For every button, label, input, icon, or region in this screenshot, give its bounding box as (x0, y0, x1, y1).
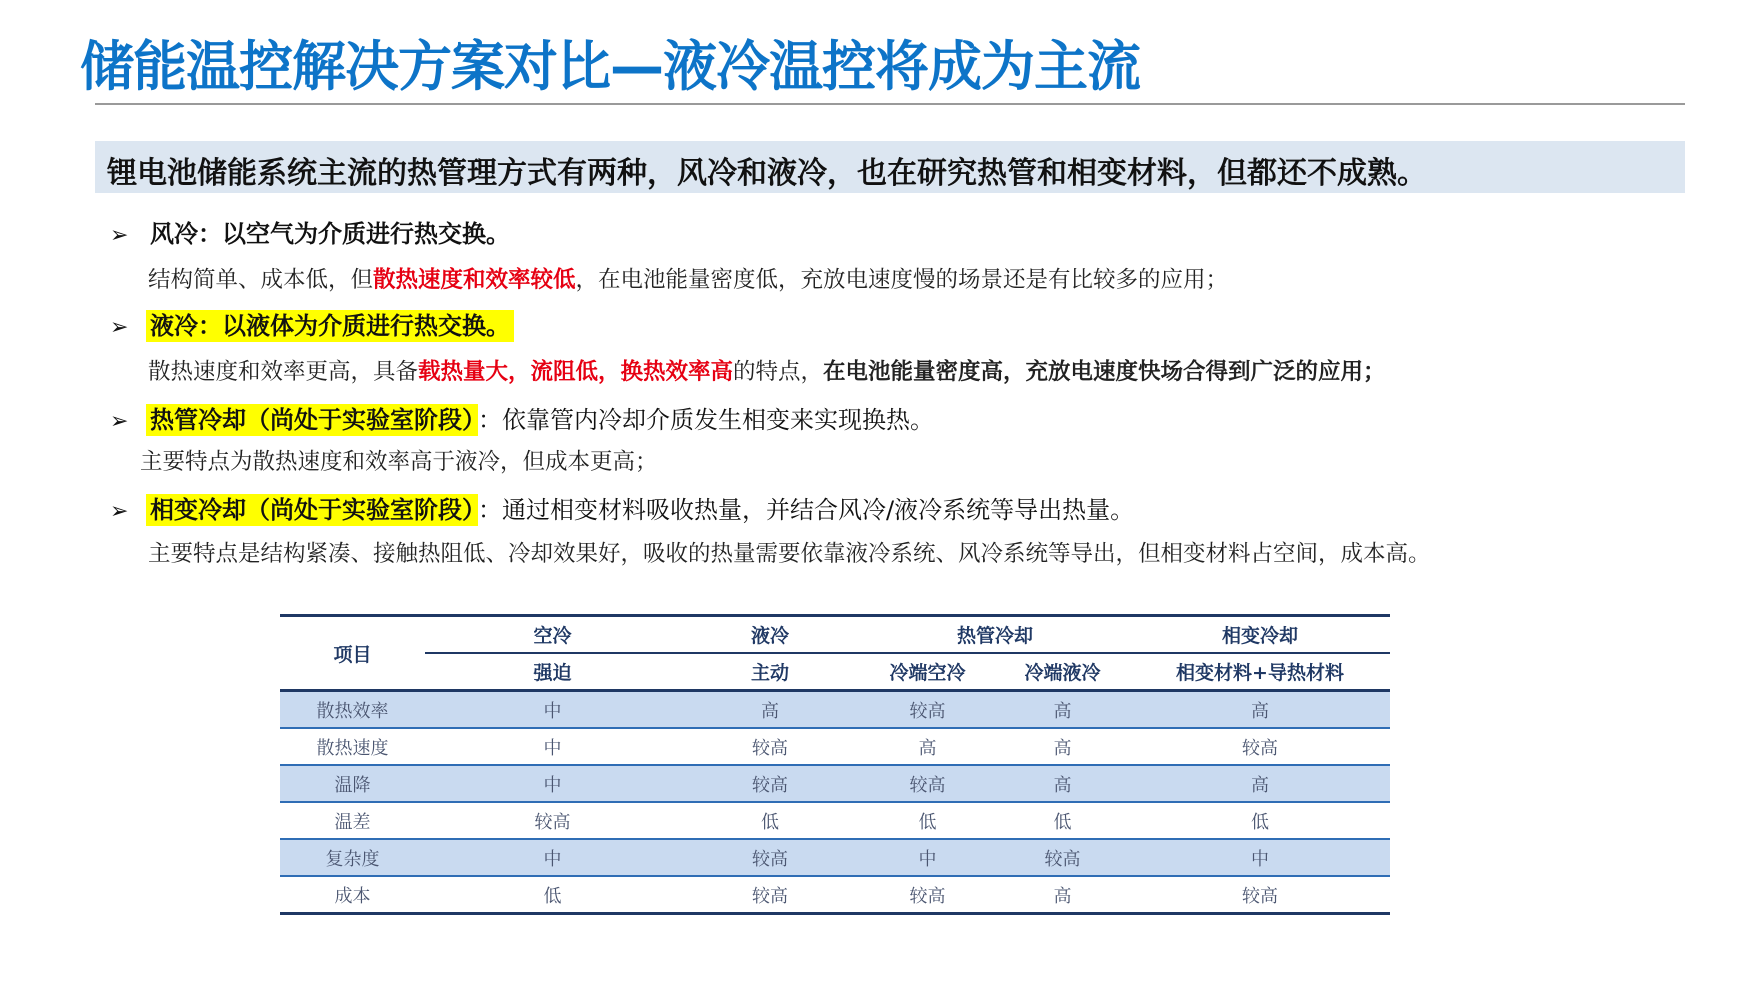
row-label: 散热效率 (280, 691, 425, 729)
section-heat-pipe-body: 主要特点为散热速度和效率高于液冷，但成本更高； (140, 449, 658, 475)
header-item: 项目 (280, 616, 425, 691)
header-group-air: 空冷 (533, 625, 572, 647)
table-cell: 高 (995, 691, 1130, 729)
section-heat-pipe-heading: ➢ 热管冷却（尚处于实验室阶段） ：依靠管内冷却介质发生相变来实现换热。 (110, 406, 934, 434)
table-cell: 较高 (1130, 728, 1390, 765)
bullet-arrow-icon: ➢ (110, 409, 129, 434)
row-label: 成本 (280, 876, 425, 914)
table-cell: 中 (425, 728, 680, 765)
table-cell: 较高 (680, 876, 860, 914)
summary-text: 锂电池储能系统主流的热管理方式有两种，风冷和液冷，也在研究热管和相变材料，但都还不成熟。 (107, 156, 1427, 191)
table-cell: 高 (995, 728, 1130, 765)
row-label: 温差 (280, 802, 425, 839)
section-liquid-cooling-body: 散热速度和效率更高，具备载热量大，流阻低，换热效率高的特点，在电池能量密度高，充放电速度快场合得到广泛的应用； (148, 359, 1386, 385)
subheader-cold-end-liquid: 冷端液冷 (995, 653, 1130, 691)
section-phase-change-heading: ➢ 相变冷却（尚处于实验室阶段） ：通过相变材料吸收热量，并结合风冷/液冷系统等导出热量。 (110, 496, 1135, 524)
header-group-liquid: 液冷 (750, 625, 789, 647)
table-cell: 高 (995, 876, 1130, 914)
summary-band (95, 141, 1685, 193)
header-group-phase-change: 相变冷却 (1222, 625, 1299, 647)
table-cell: 低 (1130, 802, 1390, 839)
table-cell: 低 (680, 802, 860, 839)
table-cell: 高 (1130, 691, 1390, 729)
bullet-arrow-icon: ➢ (110, 315, 129, 340)
table-cell: 低 (995, 802, 1130, 839)
table-row (280, 691, 1390, 729)
table-cell: 中 (1130, 839, 1390, 876)
subheader-cold-end-air: 冷端空冷 (860, 653, 995, 691)
table-cell: 高 (680, 691, 860, 729)
subheader-pcm: 相变材料+导热材料 (1130, 653, 1390, 691)
bullet-arrow-icon: ➢ (110, 499, 129, 524)
table-row (280, 876, 1390, 914)
table-cell: 较高 (995, 839, 1130, 876)
page-title: 储能温控解决方案对比—液冷温控将成为主流 (80, 35, 1140, 98)
table-cell: 较高 (860, 765, 995, 802)
bullet-arrow-icon: ➢ (110, 223, 129, 248)
title-divider (95, 103, 1685, 105)
table-row (280, 728, 1390, 765)
table-cell: 低 (860, 802, 995, 839)
table-cell: 较高 (680, 839, 860, 876)
table-row (280, 802, 1390, 839)
table-cell: 较高 (860, 876, 995, 914)
table-cell: 中 (860, 839, 995, 876)
table-cell: 较高 (860, 691, 995, 729)
table-cell: 较高 (680, 765, 860, 802)
comparison-table (280, 614, 1390, 915)
section-liquid-cooling-heading: ➢ 液冷：以液体为介质进行热交换。 (110, 306, 514, 341)
table-row (280, 839, 1390, 876)
subheader-forced: 强迫 (425, 653, 680, 691)
row-label: 复杂度 (280, 839, 425, 876)
table-cell: 较高 (680, 728, 860, 765)
table-cell: 高 (1130, 765, 1390, 802)
row-label: 温降 (280, 765, 425, 802)
table-cell: 中 (425, 691, 680, 729)
table-cell: 低 (425, 876, 680, 914)
section-phase-change-body: 主要特点是结构紧凑、接触热阻低、冷却效果好，吸收的热量需要依靠液冷系统、风冷系统等导出，但相变材料占空间，成本高。 (148, 541, 1431, 567)
table-cell: 高 (995, 765, 1130, 802)
table-cell: 较高 (1130, 876, 1390, 914)
subheader-active: 主动 (680, 653, 860, 691)
section-air-cooling-body: 结构简单、成本低，但散热速度和效率较低，在电池能量密度低，充放电速度慢的场景还是有比较多的应用； (148, 267, 1229, 293)
table-cell: 中 (425, 765, 680, 802)
table-row (280, 765, 1390, 802)
row-label: 散热速度 (280, 728, 425, 765)
table-cell: 较高 (425, 802, 680, 839)
table-cell: 高 (860, 728, 995, 765)
section-air-cooling-heading: ➢ 风冷：以空气为介质进行热交换。 (110, 220, 510, 248)
header-group-heat-pipe: 热管冷却 (957, 625, 1034, 647)
comparison-table-wrap (280, 614, 1390, 916)
table-cell: 中 (425, 839, 680, 876)
